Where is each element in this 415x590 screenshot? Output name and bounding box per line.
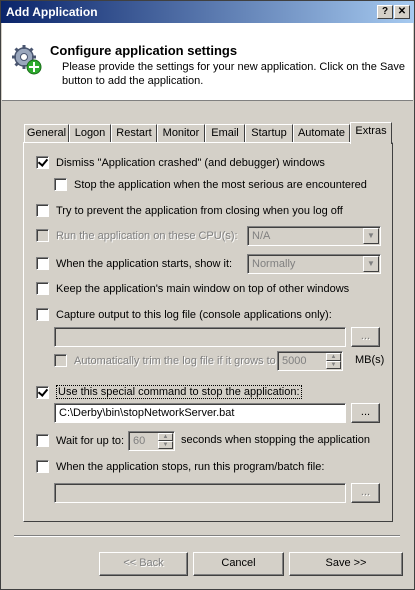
stop-program-input: [54, 483, 346, 503]
tab-extras[interactable]: Extras: [350, 122, 392, 144]
trim-size-value: 5000: [282, 355, 307, 367]
capture-output-label: Capture output to this log file (console applications only):: [56, 308, 332, 321]
browse-program-button: ...: [351, 483, 380, 503]
run-program-label: When the application stops, run this program/batch file:: [56, 460, 325, 473]
wait-for-checkbox[interactable]: [36, 434, 49, 447]
prevent-close-label: Try to prevent the application from closing when you log off: [56, 204, 343, 217]
wait-seconds-value: 60: [133, 435, 146, 447]
wait-seconds-stepper: [128, 431, 175, 451]
close-button[interactable]: ✕: [394, 5, 410, 19]
show-mode-select: [247, 254, 381, 274]
tab-email[interactable]: Email: [205, 124, 245, 143]
tab-general[interactable]: General: [24, 124, 69, 143]
run-program-row[interactable]: [36, 460, 324, 473]
cpu-select: [247, 226, 381, 246]
header-title: Configure application settings: [50, 43, 238, 58]
stop-command-input[interactable]: C:\Derby\bin\stopNetworkServer.bat: [54, 403, 346, 423]
special-command-label: Use this special command to stop the application:: [58, 386, 300, 398]
dismiss-crashed-label: Dismiss "Application crashed" (and debugger) windows: [56, 156, 325, 169]
header-description: Please provide the settings for your new application. Click on the Save button to add the application.: [62, 61, 406, 87]
capture-output-row[interactable]: [36, 308, 332, 321]
keep-on-top-row[interactable]: [36, 282, 349, 295]
chevron-down-icon: ▼: [363, 256, 379, 272]
special-command-checkbox[interactable]: [36, 386, 49, 399]
show-it-checkbox[interactable]: [36, 257, 49, 270]
extras-panel: [23, 142, 393, 522]
run-cpu-label: Run the application on these CPU(s):: [56, 229, 238, 242]
auto-trim-row: [54, 354, 276, 367]
tab-startup[interactable]: Startup: [245, 124, 293, 143]
auto-trim-label: Automatically trim the log file if it grows to: [74, 354, 276, 367]
wait-for-row[interactable]: [36, 434, 124, 447]
show-mode-value: Normally: [252, 258, 296, 270]
browse-log-button: ...: [351, 327, 380, 347]
dismiss-crashed-row[interactable]: [36, 156, 325, 169]
run-cpu-checkbox: [36, 229, 49, 242]
help-button[interactable]: ?: [377, 5, 393, 19]
stop-serious-label: Stop the application when the most serious are encountered: [74, 178, 367, 191]
window-title: Add Application: [6, 5, 98, 19]
show-it-row[interactable]: [36, 257, 232, 270]
tab-logon[interactable]: Logon: [69, 124, 111, 143]
divider: [14, 535, 400, 537]
run-program-checkbox[interactable]: [36, 460, 49, 473]
auto-trim-checkbox: [54, 354, 67, 367]
stop-serious-row[interactable]: [54, 178, 367, 191]
gear-plus-icon: [10, 43, 42, 75]
tab-restart[interactable]: Restart: [111, 124, 157, 143]
special-command-row[interactable]: [36, 385, 302, 399]
keep-on-top-label: Keep the application's main window on top of other windows: [56, 282, 350, 295]
capture-output-checkbox[interactable]: [36, 308, 49, 321]
cpu-select-value: N/A: [252, 230, 271, 242]
trim-size-stepper: [277, 351, 343, 371]
keep-on-top-checkbox[interactable]: [36, 282, 49, 295]
back-button: << Back: [99, 552, 188, 576]
wait-for-label: Wait for up to:: [56, 434, 125, 447]
spin-icon: ▲ ▼: [326, 353, 341, 369]
save-button[interactable]: Save >>: [289, 552, 403, 576]
cancel-button[interactable]: Cancel: [193, 552, 284, 576]
wait-for-suffix: seconds when stopping the application: [181, 434, 370, 446]
stop-serious-checkbox[interactable]: [54, 178, 67, 191]
dismiss-crashed-checkbox[interactable]: [36, 156, 49, 169]
tab-automate[interactable]: Automate: [293, 124, 350, 143]
spin-icon: ▲ ▼: [158, 433, 173, 449]
prevent-close-checkbox[interactable]: [36, 204, 49, 217]
chevron-down-icon: ▼: [363, 228, 379, 244]
log-file-input: [54, 327, 346, 347]
show-it-label: When the application starts, show it:: [56, 257, 233, 270]
prevent-close-row[interactable]: [36, 204, 343, 217]
title-bar[interactable]: [1, 1, 414, 23]
header-panel: [2, 23, 413, 101]
browse-command-button[interactable]: ...: [351, 403, 380, 423]
run-cpu-row: [36, 229, 238, 242]
trim-unit-label: MB(s): [355, 354, 385, 366]
tab-monitor[interactable]: Monitor: [157, 124, 205, 143]
